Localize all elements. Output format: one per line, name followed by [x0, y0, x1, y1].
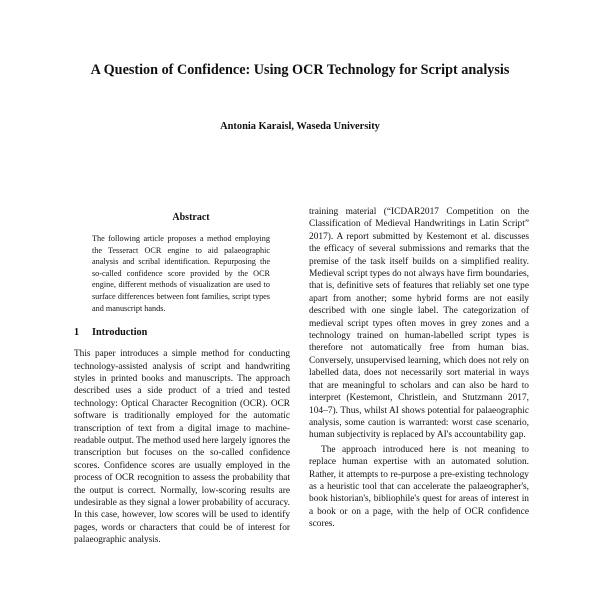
- right-paragraph-2: The approach introduced here is not meaning to replace human expertise with an automated solution. Rather, it attempts to re-purpose a pre-existing technology as a heuristic tool that can accelerate the palaeographer's, book historian's, bibliophile's quest for areas of interest in a book or on a page, with the help of OCR confidence scores.: [309, 444, 529, 530]
- abstract-heading: Abstract: [172, 212, 210, 223]
- section-title: Introduction: [92, 327, 148, 339]
- section-heading-introduction: [74, 327, 290, 338]
- right-paragraph-1: training material (“ICDAR2017 Competition on the Classification of Medieval Handwritings in Latin Script” 2017). A report submitted by Kestemont et al. discusses the efficacy of several submissions and remarks that the premise of the task itself builds on a simplified reality. Medieval script types do not always have firm boundaries, that is, definitive sets of features that reliably set one type apart from another; some hybrid forms are not easily described with one single label. The categorization of medieval script types often moves in grey zones and a technology trained on human-labelled script types is therefore not automatically free from human bias. Conversely, unsupervised learning, which does not rely on labelled data, does not necessarily sort material in ways that are meaningful to scholars and can also be hard to interpret (Kestemont, Christlein, and Stutzmann 2017, 104–7). Thus, whilst AI shows potential for palaeographic analysis, some caution is warranted: worst case scenario, human subjectivity is replaced by AI's accountability gap.: [309, 207, 529, 441]
- right-column: [309, 206, 529, 531]
- section-number: 1: [74, 327, 80, 339]
- abstract-text: The following article proposes a method employing the Tesseract OCR engine to aid palaeographic analysis and scribal identification. Repurposing the so-called confidence score provided by the OCR engine, different methods of visualization are used to surface differences between font families, script types and manuscript hands.: [92, 234, 270, 313]
- introduction-paragraph: This paper introduces a simple method for conducting technology-assisted analysis of script and handwriting styles in printed books and manuscripts. The approach described uses a side product of a tried and tested technology: Optical Character Recognition (OCR). OCR software is traditionally employed for the automatic transcription of text from a digital image to machine-readable output. The method used here largely ignores the transcription but focuses on the so-called confidence scores. Confidence scores are usually employed in the process of OCR recognition to assess the probability that the output is correct. Normally, low-scoring results are undesirable as they signal a lower probability of accuracy. In this case, however, low scores will be used to identify pages, words or characters that could be of interest for palaeographic analysis.: [74, 349, 290, 546]
- paper-title: A Question of Confidence: Using OCR Technology for Script analysis: [90, 62, 510, 78]
- author-line: Antonia Karaisl, Waseda University: [220, 121, 380, 132]
- left-column: [74, 212, 290, 547]
